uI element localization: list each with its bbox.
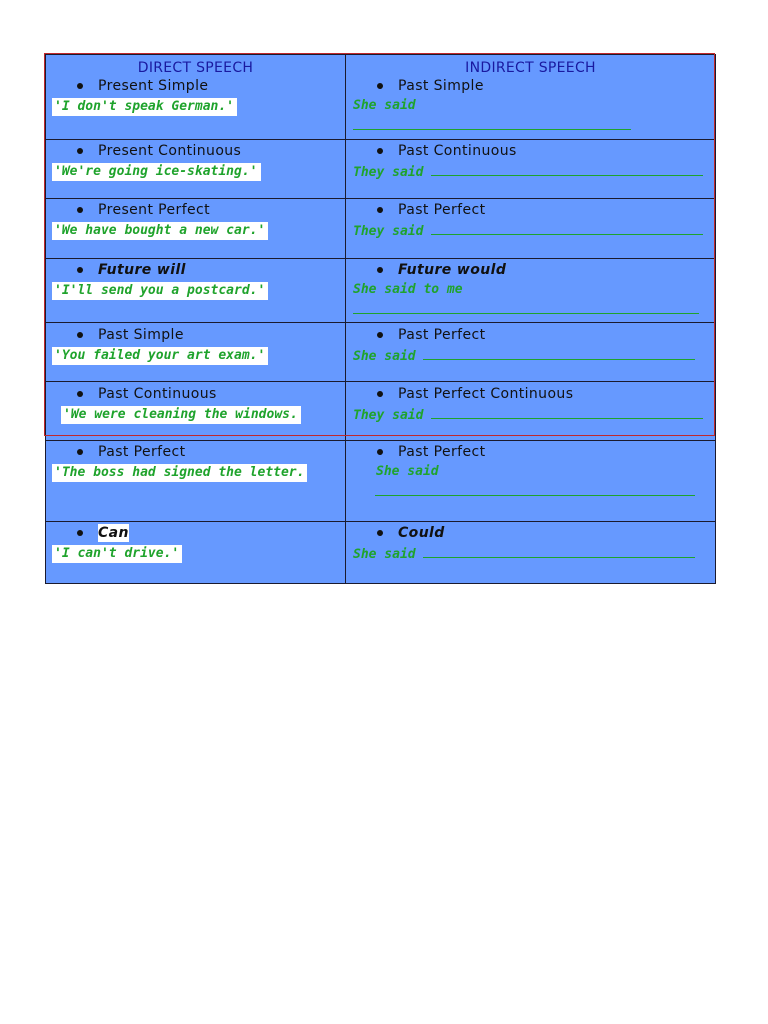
bullet-icon — [377, 391, 383, 397]
direct-tense — [46, 326, 345, 344]
answer-blank[interactable] — [353, 299, 699, 314]
table-row — [46, 322, 715, 381]
direct-cell — [46, 140, 346, 198]
direct-quote: 'We have bought a new car.' — [52, 222, 268, 240]
direct-tense-label: Future will — [98, 262, 186, 278]
table-row — [46, 258, 715, 322]
speech-table — [45, 54, 716, 584]
direct-cell — [46, 382, 346, 440]
indirect-said: She said to me — [353, 282, 463, 297]
indirect-said — [353, 405, 715, 425]
indirect-tense — [346, 261, 715, 279]
answer-blank[interactable] — [353, 115, 631, 130]
direct-quote: 'I can't drive.' — [52, 545, 182, 563]
direct-quote: 'You failed your art exam.' — [52, 347, 268, 365]
indirect-tense — [346, 326, 715, 344]
indirect-said — [353, 544, 715, 564]
indirect-cell — [346, 522, 715, 583]
indirect-tense-label: Past Continuous — [398, 143, 517, 159]
answer-blank[interactable] — [423, 346, 695, 360]
indirect-tense — [346, 443, 715, 461]
bullet-icon — [377, 207, 383, 213]
direct-tense-label: Past Continuous — [98, 386, 217, 402]
answer-blank[interactable] — [431, 162, 703, 176]
indirect-said-text: They said — [353, 165, 424, 180]
direct-quote: 'I don't speak German.' — [52, 98, 237, 116]
indirect-cell — [346, 55, 715, 139]
bullet-icon — [77, 332, 83, 338]
direct-quote: 'The boss had signed the letter. — [52, 464, 307, 482]
bullet-icon — [377, 530, 383, 536]
table-row — [46, 381, 715, 440]
direct-cell — [46, 522, 346, 583]
bullet-icon — [377, 267, 383, 273]
indirect-cell — [346, 441, 715, 521]
indirect-tense-label: Past Simple — [398, 78, 484, 94]
direct-cell — [46, 441, 346, 521]
indirect-tense — [346, 524, 715, 542]
direct-tense — [46, 142, 345, 160]
answer-blank[interactable] — [423, 544, 695, 558]
indirect-tense-label: Could — [398, 525, 445, 541]
indirect-said: She said — [376, 464, 439, 479]
bullet-icon — [377, 332, 383, 338]
direct-tense-label: Past Simple — [98, 327, 184, 343]
direct-cell — [46, 323, 346, 381]
answer-blank[interactable] — [431, 221, 703, 235]
bullet-icon — [77, 391, 83, 397]
direct-tense — [46, 385, 345, 403]
indirect-tense — [346, 142, 715, 160]
indirect-said-text: They said — [353, 224, 424, 239]
indirect-said — [353, 346, 715, 366]
indirect-cell — [346, 199, 715, 258]
table-row — [46, 521, 715, 583]
direct-tense — [46, 201, 345, 219]
direct-tense-label: Past Perfect — [98, 444, 186, 460]
bullet-icon — [77, 449, 83, 455]
indirect-tense-label: Past Perfect — [398, 202, 486, 218]
indirect-cell — [346, 259, 715, 322]
table-row — [46, 55, 715, 139]
direct-tense-label: Present Perfect — [98, 202, 211, 218]
direct-quote: 'I'll send you a postcard.' — [52, 282, 268, 300]
direct-speech-header: DIRECT SPEECH — [137, 60, 254, 76]
table-row — [46, 139, 715, 198]
indirect-cell — [346, 140, 715, 198]
answer-blank[interactable] — [431, 405, 703, 419]
bullet-icon — [377, 148, 383, 154]
direct-quote: 'We're going ice-skating.' — [52, 163, 261, 181]
direct-cell — [46, 55, 346, 139]
bullet-icon — [77, 148, 83, 154]
indirect-cell — [346, 323, 715, 381]
bullet-icon — [77, 267, 83, 273]
answer-blank[interactable] — [375, 481, 695, 496]
table-row — [46, 198, 715, 258]
indirect-said-text: She said — [353, 547, 416, 562]
direct-tense-label: Present Continuous — [98, 143, 242, 159]
indirect-said — [353, 162, 715, 182]
direct-tense — [46, 443, 345, 461]
indirect-said-text: She said — [353, 349, 416, 364]
bullet-icon — [377, 449, 383, 455]
indirect-speech-header: INDIRECT SPEECH — [465, 60, 596, 76]
indirect-said-text: They said — [353, 408, 424, 423]
direct-quote: 'We were cleaning the windows. — [61, 406, 301, 424]
indirect-cell — [346, 382, 715, 440]
direct-tense — [46, 77, 345, 95]
direct-tense-label: Can — [98, 525, 129, 541]
direct-cell — [46, 199, 346, 258]
direct-tense-label: Present Simple — [98, 78, 209, 94]
indirect-tense-label: Past Perfect — [398, 327, 486, 343]
indirect-tense-label: Past Perfect Continuous — [398, 386, 574, 402]
indirect-tense — [346, 201, 715, 219]
direct-tense — [46, 524, 345, 542]
indirect-tense-label: Past Perfect — [398, 444, 486, 460]
bullet-icon — [377, 83, 383, 89]
indirect-tense — [346, 77, 715, 95]
table-row — [46, 440, 715, 521]
direct-tense — [46, 261, 345, 279]
indirect-said — [353, 221, 715, 241]
indirect-said: She said — [353, 98, 416, 113]
bullet-icon — [77, 207, 83, 213]
bullet-icon — [77, 530, 83, 536]
indirect-tense-label: Future would — [398, 262, 507, 278]
direct-cell — [46, 259, 346, 322]
indirect-tense — [346, 385, 715, 403]
bullet-icon — [77, 83, 83, 89]
